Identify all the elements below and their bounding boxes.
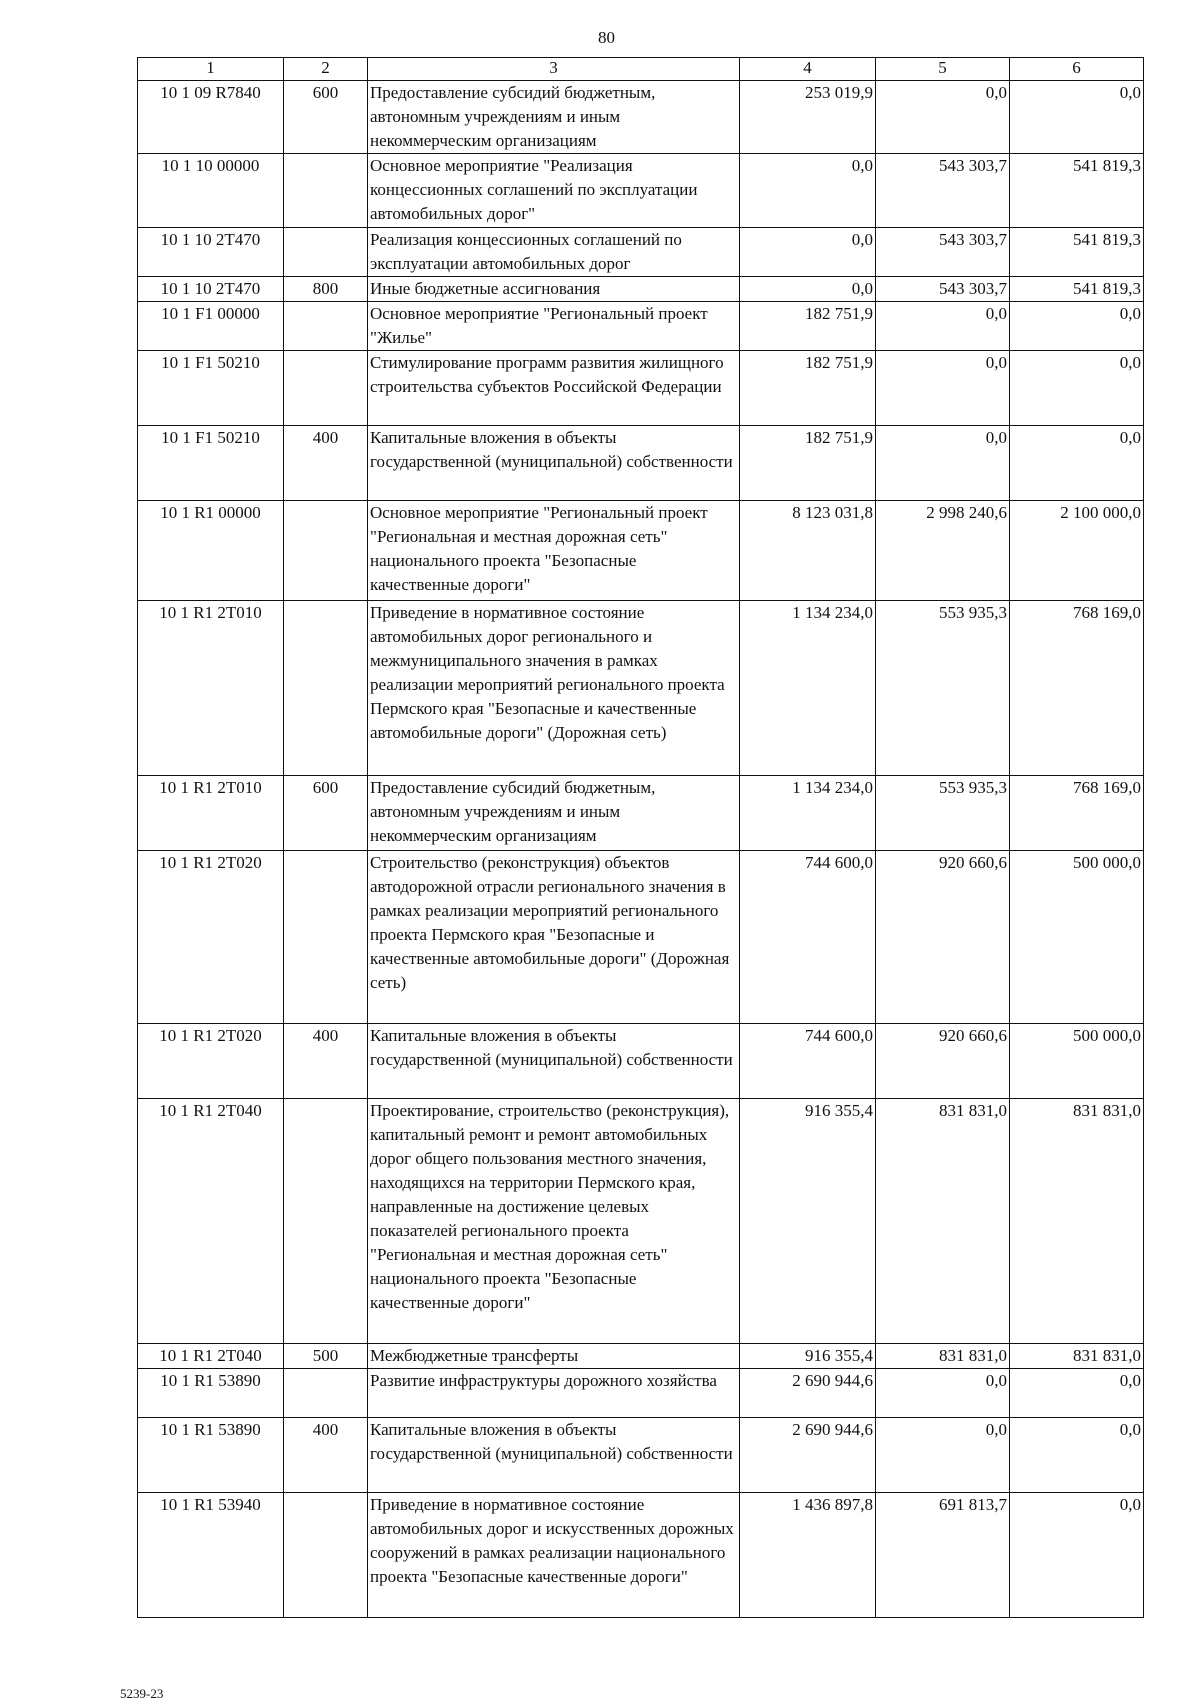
table-row <box>138 1344 1144 1369</box>
table-row <box>138 1493 1144 1618</box>
table-row <box>138 302 1144 351</box>
table-row <box>138 228 1144 277</box>
row-value-3: 0,0 <box>1010 426 1144 501</box>
row-value-1: 182 751,9 <box>740 351 876 426</box>
row-value-1: 744 600,0 <box>740 851 876 1024</box>
header-col-6: 6 <box>1010 58 1144 81</box>
row-code: 10 1 R1 2T010 <box>138 601 284 776</box>
header-row <box>138 58 1144 81</box>
row-value-2: 543 303,7 <box>876 154 1010 228</box>
row-code: 10 1 10 2T470 <box>138 228 284 277</box>
row-value-3: 0,0 <box>1010 81 1144 154</box>
row-name: Межбюджетные трансферты <box>368 1344 740 1369</box>
row-code: 10 1 R1 2T040 <box>138 1099 284 1344</box>
row-value-1: 0,0 <box>740 154 876 228</box>
row-code: 10 1 F1 50210 <box>138 426 284 501</box>
row-name: Капитальные вложения в объекты государственной (муниципальной) собственности <box>368 426 740 501</box>
row-value-2: 0,0 <box>876 351 1010 426</box>
row-code: 10 1 10 2T470 <box>138 277 284 302</box>
row-expense-type: 400 <box>284 426 368 501</box>
row-value-1: 0,0 <box>740 228 876 277</box>
row-name: Приведение в нормативное состояние автомобильных дорог и искусственных дорожных сооружений в рамках реализации национального проекта "Безопасные качественные дороги" <box>368 1493 740 1618</box>
row-value-3: 831 831,0 <box>1010 1099 1144 1344</box>
header-col-4: 4 <box>740 58 876 81</box>
row-code: 10 1 F1 00000 <box>138 302 284 351</box>
row-value-2: 831 831,0 <box>876 1344 1010 1369</box>
row-expense-type <box>284 1369 368 1418</box>
row-name: Предоставление субсидий бюджетным, автономным учреждениям и иным некоммерческим организациям <box>368 81 740 154</box>
table-row <box>138 154 1144 228</box>
row-expense-type <box>284 351 368 426</box>
row-code: 10 1 R1 2T040 <box>138 1344 284 1369</box>
row-value-2: 831 831,0 <box>876 1099 1010 1344</box>
table-row <box>138 351 1144 426</box>
row-value-2: 553 935,3 <box>876 776 1010 851</box>
row-expense-type <box>284 1493 368 1618</box>
row-code: 10 1 R1 2T010 <box>138 776 284 851</box>
row-value-3: 768 169,0 <box>1010 776 1144 851</box>
row-value-2: 0,0 <box>876 1418 1010 1493</box>
row-expense-type: 400 <box>284 1418 368 1493</box>
row-code: 10 1 10 00000 <box>138 154 284 228</box>
row-value-2: 2 998 240,6 <box>876 501 1010 601</box>
row-value-2: 543 303,7 <box>876 277 1010 302</box>
row-value-2: 0,0 <box>876 302 1010 351</box>
row-value-1: 1 134 234,0 <box>740 601 876 776</box>
row-code: 10 1 R1 2T020 <box>138 851 284 1024</box>
row-value-3: 0,0 <box>1010 1418 1144 1493</box>
row-value-1: 253 019,9 <box>740 81 876 154</box>
row-value-1: 2 690 944,6 <box>740 1418 876 1493</box>
table-row <box>138 851 1144 1024</box>
row-expense-type: 500 <box>284 1344 368 1369</box>
budget-table <box>137 57 1144 1618</box>
row-expense-type: 600 <box>284 81 368 154</box>
header-col-3: 3 <box>368 58 740 81</box>
table-row <box>138 426 1144 501</box>
row-value-3: 0,0 <box>1010 351 1144 426</box>
row-code: 10 1 F1 50210 <box>138 351 284 426</box>
row-value-2: 553 935,3 <box>876 601 1010 776</box>
document-code: 5239-23 <box>120 1686 164 1701</box>
row-value-1: 916 355,4 <box>740 1344 876 1369</box>
table-row <box>138 81 1144 154</box>
row-name: Строительство (реконструкция) объектов автодорожной отрасли регионального значения в рамках реализации мероприятий регионального проекта Пермского края "Безопасные и качественные автомобильные дороги" (Дорожная сеть) <box>368 851 740 1024</box>
table-row <box>138 1099 1144 1344</box>
row-value-3: 500 000,0 <box>1010 1024 1144 1099</box>
row-name: Приведение в нормативное состояние автомобильных дорог регионального и межмуниципального значения в рамках реализации мероприятий регионального проекта Пермского края "Безопасные и качественные автомобильные дороги" (Дорожная сеть) <box>368 601 740 776</box>
header-col-2: 2 <box>284 58 368 81</box>
table-row <box>138 776 1144 851</box>
row-expense-type <box>284 228 368 277</box>
row-code: 10 1 R1 53890 <box>138 1418 284 1493</box>
row-value-1: 1 436 897,8 <box>740 1493 876 1618</box>
row-code: 10 1 R1 53940 <box>138 1493 284 1618</box>
row-code: 10 1 R1 00000 <box>138 501 284 601</box>
row-name: Стимулирование программ развития жилищного строительства субъектов Российской Федерации <box>368 351 740 426</box>
header-col-1: 1 <box>138 58 284 81</box>
table-row <box>138 1369 1144 1418</box>
row-value-2: 0,0 <box>876 1369 1010 1418</box>
row-name: Основное мероприятие "Региональный проект "Региональная и местная дорожная сеть" национального проекта "Безопасные качественные дороги" <box>368 501 740 601</box>
row-value-3: 541 819,3 <box>1010 277 1144 302</box>
row-name: Реализация концессионных соглашений по эксплуатации автомобильных дорог <box>368 228 740 277</box>
row-expense-type <box>284 501 368 601</box>
row-value-2: 0,0 <box>876 426 1010 501</box>
row-name: Капитальные вложения в объекты государственной (муниципальной) собственности <box>368 1024 740 1099</box>
row-expense-type <box>284 302 368 351</box>
row-value-3: 0,0 <box>1010 302 1144 351</box>
row-value-2: 543 303,7 <box>876 228 1010 277</box>
row-value-1: 182 751,9 <box>740 302 876 351</box>
row-value-2: 0,0 <box>876 81 1010 154</box>
header-col-5: 5 <box>876 58 1010 81</box>
row-value-1: 8 123 031,8 <box>740 501 876 601</box>
row-code: 10 1 R1 53890 <box>138 1369 284 1418</box>
row-value-1: 1 134 234,0 <box>740 776 876 851</box>
row-value-2: 920 660,6 <box>876 851 1010 1024</box>
row-value-3: 541 819,3 <box>1010 228 1144 277</box>
row-value-1: 182 751,9 <box>740 426 876 501</box>
row-value-1: 2 690 944,6 <box>740 1369 876 1418</box>
row-value-3: 500 000,0 <box>1010 851 1144 1024</box>
row-value-3: 2 100 000,0 <box>1010 501 1144 601</box>
row-code: 10 1 09 R7840 <box>138 81 284 154</box>
row-value-3: 541 819,3 <box>1010 154 1144 228</box>
row-name: Иные бюджетные ассигнования <box>368 277 740 302</box>
row-name: Капитальные вложения в объекты государственной (муниципальной) собственности <box>368 1418 740 1493</box>
row-name: Проектирование, строительство (реконструкция), капитальный ремонт и ремонт автомобильных дорог общего пользования местного значения, находящихся на территории Пермского края, направленные на достижение целевых показателей регионального проекта "Региональная и местная дорожная сеть" национального проекта "Безопасные качественные дороги" <box>368 1099 740 1344</box>
row-name: Основное мероприятие "Региональный проект "Жилье" <box>368 302 740 351</box>
row-name: Основное мероприятие "Реализация концессионных соглашений по эксплуатации автомобильных дорог" <box>368 154 740 228</box>
row-name: Предоставление субсидий бюджетным, автономным учреждениям и иным некоммерческим организациям <box>368 776 740 851</box>
row-value-3: 768 169,0 <box>1010 601 1144 776</box>
row-expense-type: 400 <box>284 1024 368 1099</box>
row-value-2: 691 813,7 <box>876 1493 1010 1618</box>
row-value-3: 0,0 <box>1010 1493 1144 1618</box>
page-number: 80 <box>598 28 615 47</box>
row-expense-type: 800 <box>284 277 368 302</box>
row-expense-type <box>284 851 368 1024</box>
table-row <box>138 601 1144 776</box>
row-value-1: 0,0 <box>740 277 876 302</box>
table-row <box>138 1024 1144 1099</box>
table-row <box>138 1418 1144 1493</box>
table-row <box>138 501 1144 601</box>
row-expense-type: 600 <box>284 776 368 851</box>
row-name: Развитие инфраструктуры дорожного хозяйства <box>368 1369 740 1418</box>
row-value-2: 920 660,6 <box>876 1024 1010 1099</box>
row-expense-type <box>284 154 368 228</box>
row-value-3: 831 831,0 <box>1010 1344 1144 1369</box>
row-value-1: 744 600,0 <box>740 1024 876 1099</box>
row-expense-type <box>284 1099 368 1344</box>
row-code: 10 1 R1 2T020 <box>138 1024 284 1099</box>
row-expense-type <box>284 601 368 776</box>
row-value-1: 916 355,4 <box>740 1099 876 1344</box>
table-row <box>138 277 1144 302</box>
row-value-3: 0,0 <box>1010 1369 1144 1418</box>
